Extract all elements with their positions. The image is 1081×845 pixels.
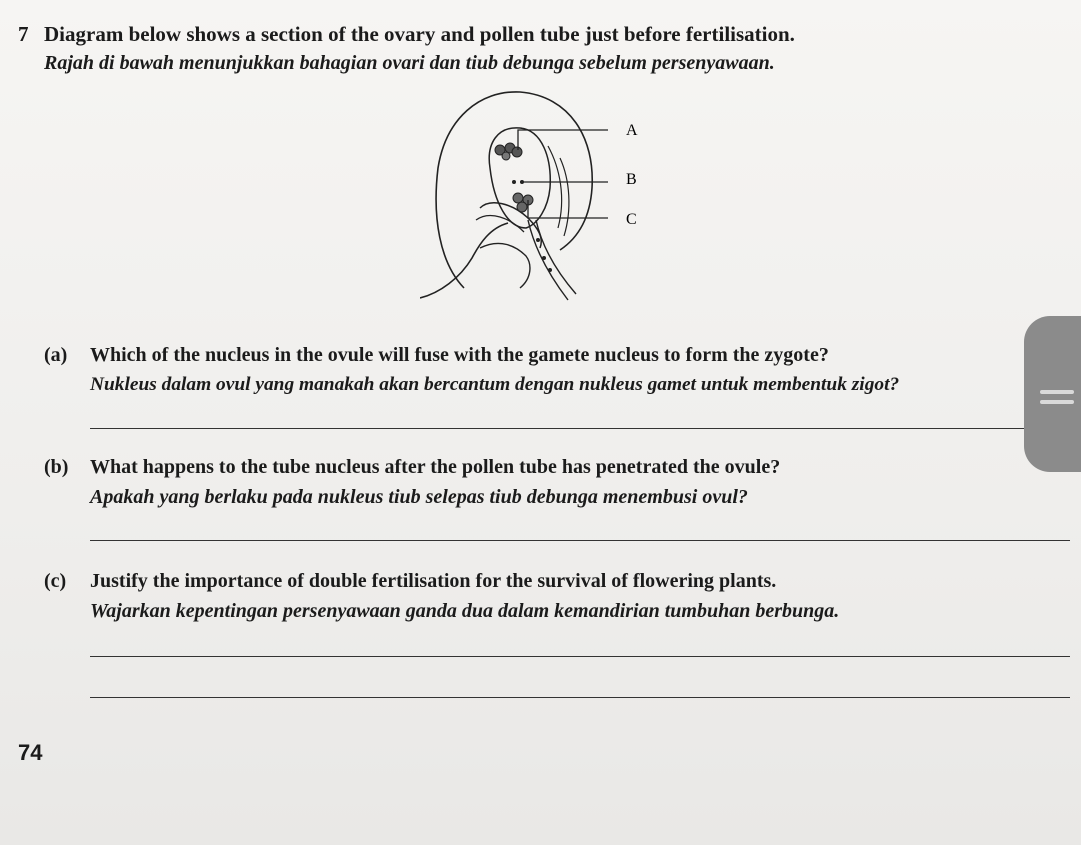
part-a-question-malay: Nukleus dalam ovul yang manakah akan bercantum dengan nukleus gamet untuk membentuk zigot?	[90, 374, 900, 395]
pollen-tube	[528, 220, 568, 300]
part-b-question-malay: Apakah yang berlaku pada nukleus tiub selepas tiub debunga menembusi ovul?	[90, 486, 748, 508]
part-b-answer-line	[90, 540, 1070, 541]
funicle-lower	[480, 243, 530, 288]
question-number: 7	[18, 22, 29, 46]
side-scroll-handle[interactable]	[1024, 316, 1081, 472]
part-a-question-english: Which of the nucleus in the ovule will fuse with the gamete nucleus to form the zygote?	[90, 344, 829, 366]
embryo-sac	[489, 128, 550, 228]
part-c-answer-line-2	[90, 697, 1070, 698]
label-line-A	[518, 130, 608, 150]
polar-nucleus	[512, 180, 516, 184]
part-b-question-english: What happens to the tube nucleus after the pollen tube has penetrated the ovule?	[90, 456, 781, 478]
diagram-label-a: A	[626, 122, 638, 139]
part-a-letter: (a)	[44, 344, 68, 366]
question-text-malay: Rajah di bawah menunjukkan bahagian ovari dan tiub debunga sebelum persenyawaan.	[44, 52, 775, 74]
diagram-label-b: B	[626, 171, 637, 188]
question-text-english: Diagram below shows a section of the ovary and pollen tube just before fertilisation.	[44, 22, 795, 46]
ovary-left-lip	[420, 223, 508, 298]
part-c-letter: (c)	[44, 570, 67, 592]
part-c-question-malay: Wajarkan kepentingan persenyawaan ganda dua dalam kemandirian tumbuhan berbunga.	[90, 600, 840, 622]
grip-line-top	[1040, 390, 1074, 394]
grip-line-bottom	[1040, 400, 1074, 404]
ovule-diagram	[420, 88, 680, 320]
integument-inner	[476, 216, 524, 232]
diagram-label-c: C	[626, 211, 637, 228]
page-number: 74	[18, 740, 43, 765]
part-a-answer-line	[90, 428, 1030, 429]
part-b-letter: (b)	[44, 456, 69, 478]
part-c-question-english: Justify the importance of double fertilisation for the survival of flowering plants.	[90, 570, 777, 592]
part-c-answer-line-1	[90, 656, 1070, 657]
